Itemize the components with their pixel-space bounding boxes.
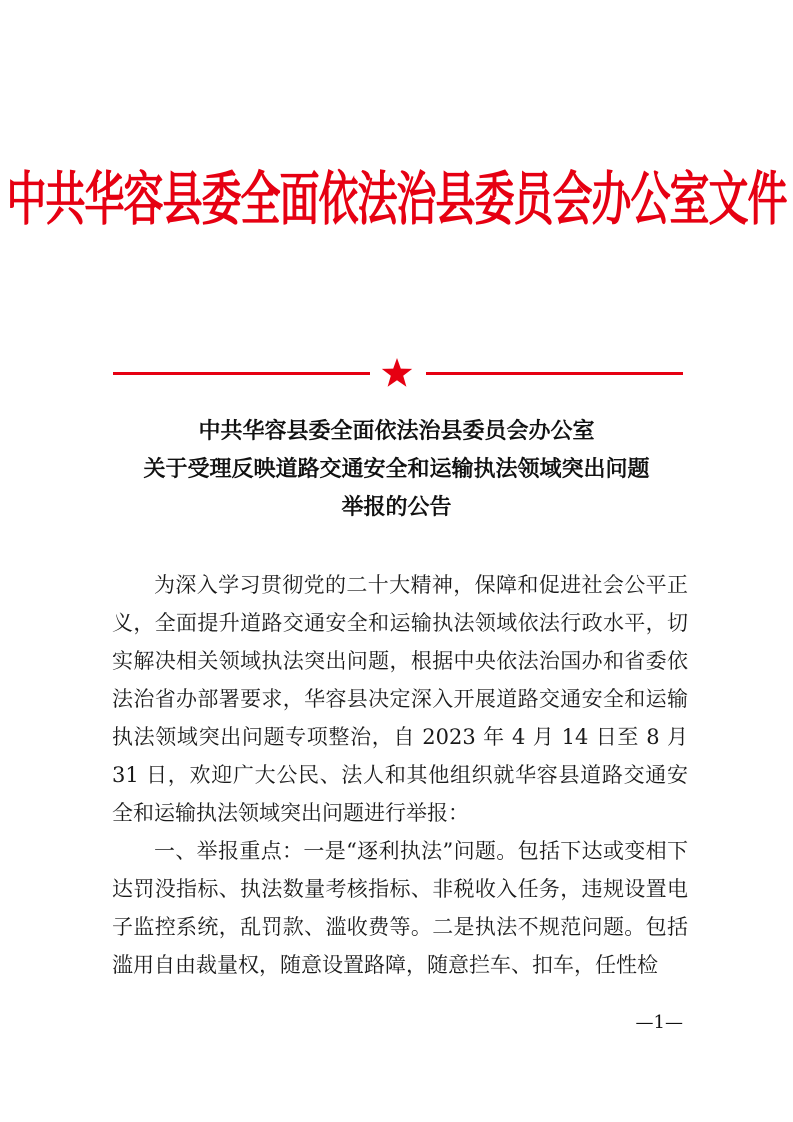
page-number: —1— — [635, 1012, 683, 1033]
divider-rule-right — [426, 372, 683, 375]
red-divider — [0, 358, 793, 388]
divider-rule-left — [113, 372, 370, 375]
body-paragraph-focus: 一、举报重点：一是“逐利执法”问题。包括下达或变相下达罚没指标、执法数量考核指标、非税收入任务，违规设置电子监控系统，乱罚款、滥收费等。二是执法不规范问题。包括滥用自由裁量权，随意设置路障，随意拦车、扣车，任性检 — [112, 839, 688, 977]
title-line-3: 举报的公告 — [341, 494, 452, 520]
body-paragraph-intro: 为深入学习贯彻党的二十大精神，保障和促进社会公平正义，全面提升道路交通安全和运输执法领域依法行政水平，切实解决相关领域执法突出问题，根据中央依法治国办和省委依法治省办部署要求，华容县决定深入开展道路交通安全和运输执法领域突出问题专项整治，自 2023 年 4 月 14 日至 8 月 31 日，欢迎广大公民、法人和其他组织就华容县道路交通安全和运输执法领域突出问题进行举报： — [112, 573, 688, 825]
masthead-title: 中共华容县委全面依法治县委员会办公室文件 — [6, 165, 787, 234]
title-line-1: 中共华容县委全面依法治县委员会办公室 — [198, 418, 595, 444]
notice-title — [0, 412, 793, 526]
notice-body — [112, 566, 688, 984]
title-line-2: 关于受理反映道路交通安全和运输执法领域突出问题 — [143, 456, 650, 482]
star-icon — [381, 358, 413, 388]
